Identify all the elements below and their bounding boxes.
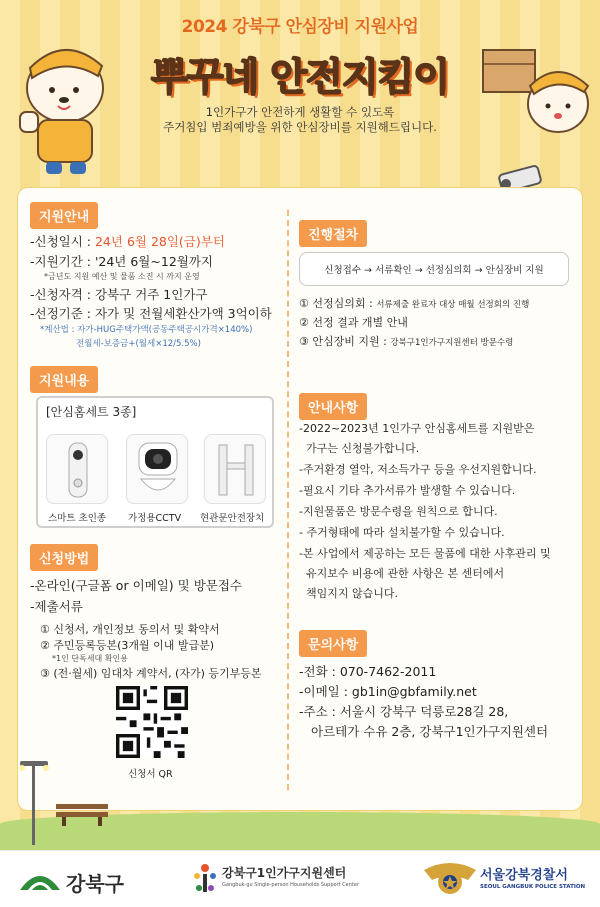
document-1: ① 신청서, 개인정보 동의서 및 확약서	[40, 623, 220, 636]
notice-item: -주거환경 열악, 저소득가구 등을 우선지원합니다.	[299, 463, 537, 476]
notice-item: -본 사업에서 제공하는 모든 물품에 대한 사후관리 및	[299, 547, 551, 560]
police-station-subtitle: SEOUL GANGBUK POLICE STATION	[480, 884, 586, 890]
contact-address-2: 아르테가 수유 2층, 강북구1인가구지원센터	[311, 724, 549, 739]
single-household-center-subtitle: Gangbuk-gu Single-person Households Support Center	[222, 882, 359, 888]
home-cctv-icon	[127, 435, 189, 505]
support-content-tag: 지원내용	[30, 366, 98, 393]
police-station-title: 서울강북경찰서	[480, 868, 568, 883]
qr-label: 신청서 QR	[128, 769, 173, 780]
single-household-center-logo-icon	[192, 862, 218, 896]
contact-phone[interactable]: -전화 : 070-7462-2011	[299, 664, 437, 679]
mascot-with-box-illustration	[478, 40, 593, 150]
notice-tag: 안내사항	[299, 393, 367, 420]
contact-tag: 문의사항	[299, 630, 367, 657]
procedure-flow: 신청접수 → 서류확인 → 선정심의회 → 안심장비 지원	[299, 252, 569, 286]
intro-line-2: 주거침입 범죄예방을 위한 안심장비를 지원해드립니다.	[163, 120, 437, 134]
how-to-apply-tag: 신청방법	[30, 544, 98, 571]
home-cctv-image	[126, 434, 188, 504]
safety-home-set-box	[36, 396, 274, 528]
notice-item: 책임지지 않습니다.	[306, 587, 399, 600]
contact-address-1: -주소 : 서울시 강북구 덕릉로28길 28,	[299, 704, 509, 719]
procedure-step-3	[299, 333, 513, 349]
door-guard-icon	[205, 435, 267, 505]
notice-item: -2022~2023년 1인가구 안심홈세트를 지원받은	[299, 422, 535, 435]
step-1-desc: 서류제출 완료자 대상 매월 선정회의 진행	[376, 300, 530, 310]
notice-item: 유지보수 비용에 관한 사항은 본 센터에서	[306, 567, 505, 580]
event-subtitle: 2024 강북구 안심장비 지원사업	[181, 17, 419, 37]
notice-item: -지원물품은 방문수령을 원칙으로 합니다.	[299, 505, 498, 518]
calc-line-1: *계산법 : 자가-HUG주택가액(공동주택공시가격×140%)	[40, 325, 253, 335]
procedure-tag: 진행절차	[299, 220, 367, 247]
mascot-thumbs-up-illustration	[10, 28, 120, 178]
street-lamp-illustration	[14, 755, 54, 845]
calc-line-2: 전월세-보증금+(월세×12/5.5%)	[76, 339, 201, 349]
notice-item: - 주거형태에 따라 설치불가할 수 있습니다.	[299, 526, 505, 539]
product-label-door-guard: 현관문안전장치	[200, 513, 265, 524]
column-divider	[287, 210, 289, 790]
door-safety-device-image	[204, 434, 266, 504]
apply-period	[30, 232, 225, 250]
set-title: [안심홈세트 3종]	[46, 405, 137, 419]
procedure-step-1	[299, 295, 529, 311]
support-period: -지원기간 : '24년 6월~12월까지	[30, 254, 213, 269]
apply-method: -온라인(구글폼 or 이메일) 및 방문접수	[30, 578, 242, 593]
support-note: *금년도 지원 예산 및 물품 소진 시 까지 운영	[44, 272, 200, 281]
page-title: 뿌꾸네 안전지킴이	[151, 55, 449, 99]
document-3: ③ (전·월세) 임대차 계약서, (자가) 등기부등본	[40, 667, 262, 680]
step-1-title: ① 선정심의회 :	[299, 297, 377, 310]
document-2: ② 주민등록등본(3개월 이내 발급분)	[40, 639, 215, 652]
support-info-tag: 지원안내	[30, 202, 98, 229]
step-3-title: ③ 안심장비 지원 :	[299, 335, 391, 348]
intro-line-1: 1인가구가 안전하게 생활할 수 있도록	[205, 105, 395, 119]
selection-criteria: -선정기준 : 자가 및 전월세환산가액 3억이하	[30, 306, 272, 321]
product-label-cctv: 가정용CCTV	[128, 513, 182, 524]
notice-item: -필요시 기타 추가서류가 발생할 수 있습니다.	[299, 484, 516, 497]
eligibility: -신청자격 : 강북구 거주 1인가구	[30, 287, 208, 302]
apply-period-value: 24년 6월 28일(금)부터	[94, 234, 225, 249]
single-household-center-title: 강북구1인가구지원센터	[222, 866, 347, 880]
document-2-note: *1인 단독세대 확인용	[52, 654, 128, 663]
documents-title: -제출서류	[30, 599, 83, 614]
step-3-desc: 강북구1인가구지원센터 방문수령	[390, 338, 514, 348]
gangbuk-gu-logo-text: 강북구	[66, 872, 124, 896]
product-label-doorbell: 스마트 초인종	[48, 513, 107, 524]
application-qr-code[interactable]	[116, 686, 188, 758]
contact-email[interactable]: -이메일 : gb1in@gbfamily.net	[299, 684, 477, 699]
apply-period-label: -신청일시 :	[30, 234, 95, 249]
bench-illustration	[56, 800, 108, 826]
smart-doorbell-image	[46, 434, 108, 504]
notice-item: 가구는 신청불가합니다.	[306, 442, 420, 455]
gangbuk-gu-logo-icon	[18, 866, 62, 894]
doorbell-icon	[47, 435, 109, 505]
police-emblem-icon	[424, 860, 476, 898]
procedure-step-2: ② 선정 결과 개별 안내	[299, 316, 408, 329]
